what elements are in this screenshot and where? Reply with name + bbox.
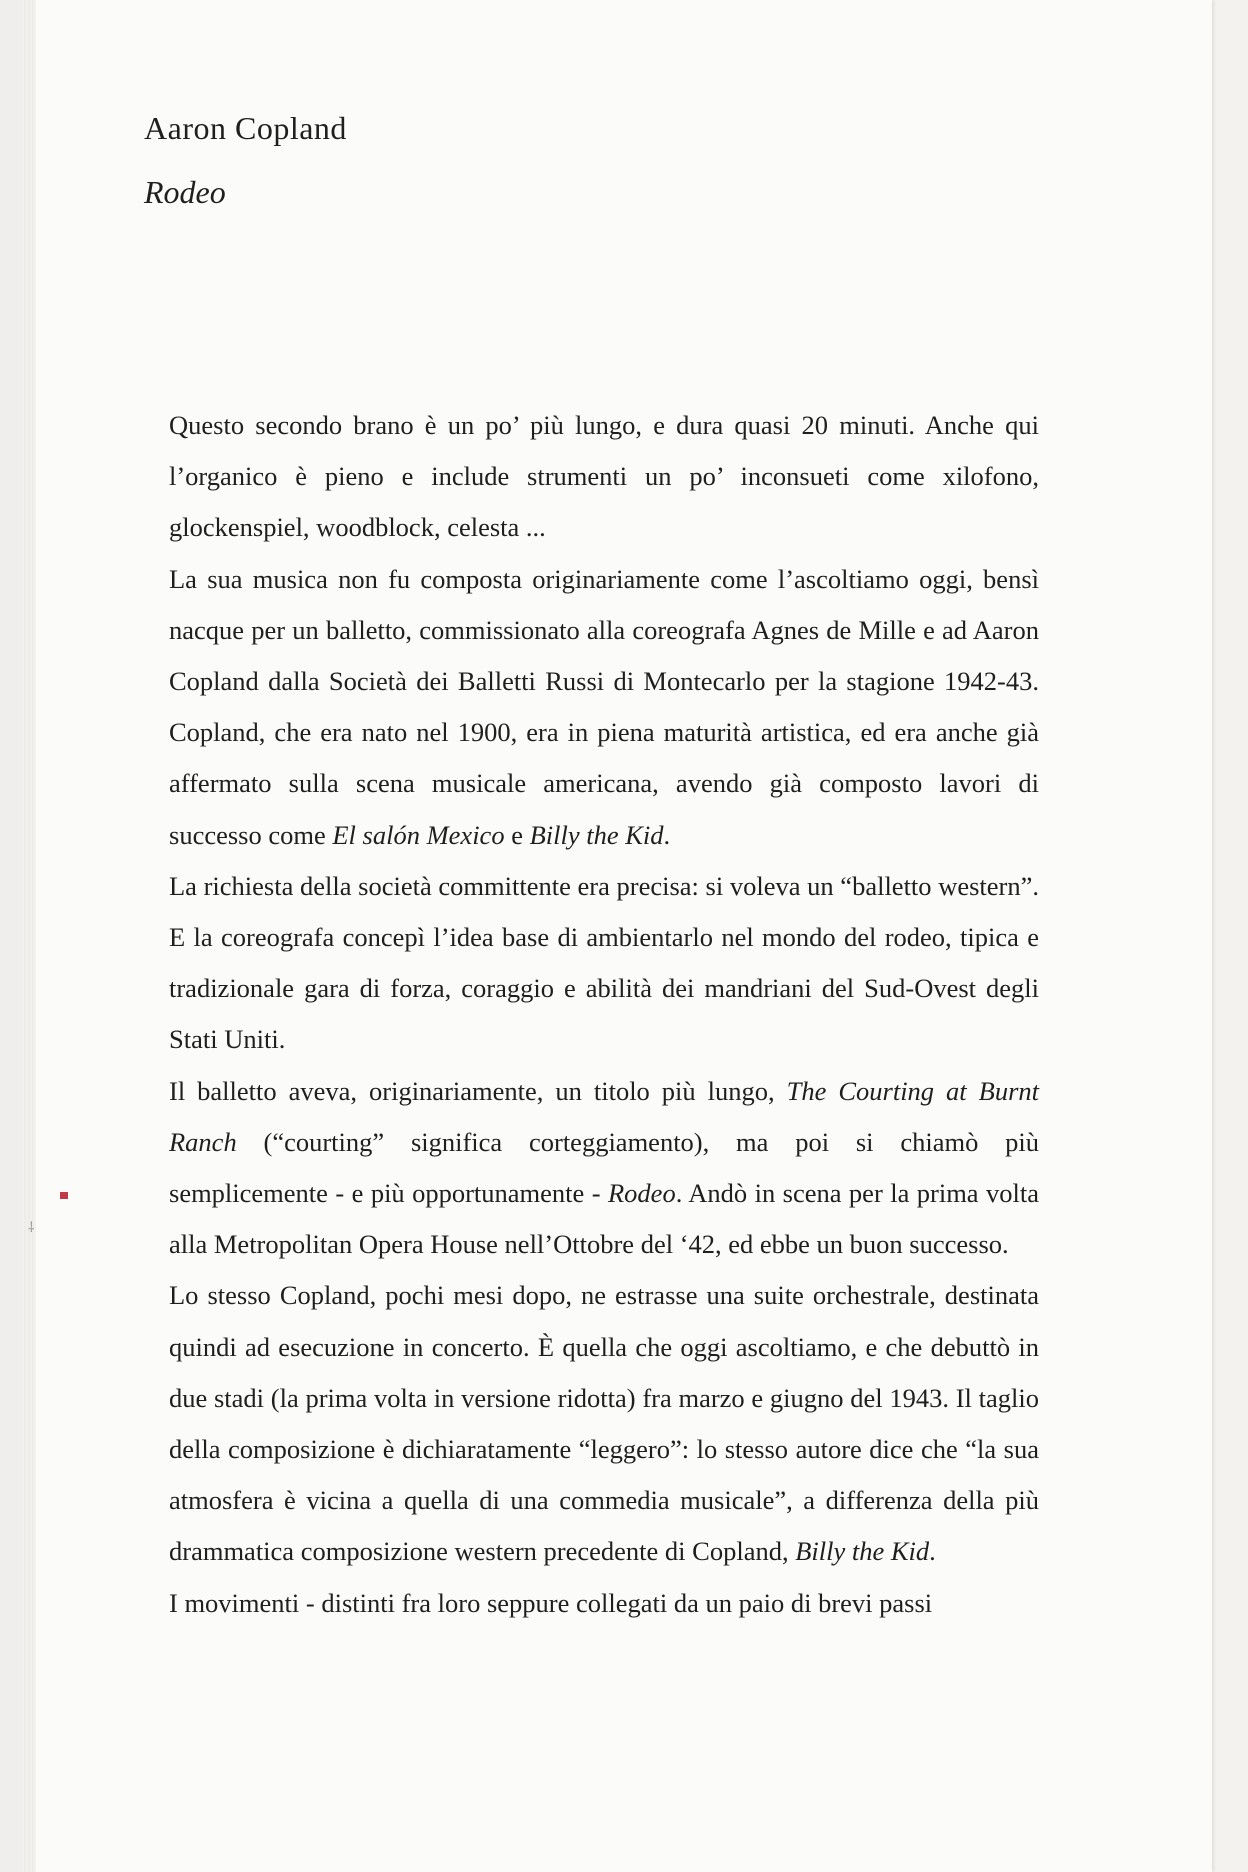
bookmark-tab bbox=[60, 1192, 68, 1199]
right-margin bbox=[1212, 0, 1248, 1872]
paragraph-text: . bbox=[929, 1536, 936, 1567]
body-text bbox=[169, 400, 1039, 1629]
paragraph-6 bbox=[169, 1578, 1039, 1629]
paragraph-text: Questo secondo brano è un po’ più lungo, e dura quasi 20 minuti. Anche qui l’organico è pieno e include strumenti un po’ inconsueti come xilofono, glockenspiel, woodblock, celesta ... bbox=[169, 410, 1039, 543]
work-reference: The Courting at Burnt Ranch bbox=[169, 1075, 1039, 1157]
paragraph-4 bbox=[169, 1066, 1039, 1271]
work-title: Rodeo bbox=[144, 174, 226, 210]
paragraph-5 bbox=[169, 1270, 1039, 1577]
paragraph-text: e bbox=[504, 819, 530, 850]
paragraph-text: La sua musica non fu composta originariamente come l’ascoltiamo oggi, bensì nacque per un balletto, commissionato alla coreografa Agnes de Mille e ad Aaron Copland dalla Società dei Balletti Russi di Montecarlo per la stagione 1942-43. Copland, che era nato nel 1900, era in piena maturità artistica, ed era anche già affermato sulla scena musicale americana, avendo già composto lavori di successo come bbox=[169, 563, 1039, 850]
paragraph-text: La richiesta della società committente era precisa: si voleva un “balletto western”. E la coreografa concepì l’idea base di ambientarlo nel mondo del rodeo, tipica e tradizionale gara di forza, coraggio e abilità dei mandriani del Sud-Ovest degli Stati Uniti. bbox=[169, 870, 1039, 1055]
paragraph-text: Lo stesso Copland, pochi mesi dopo, ne estrasse una suite orchestrale, destinata quindi ad esecuzione in concerto. È quella che oggi ascoltiamo, e che debuttò in due stadi (la prima volta in versione ridotta) fra marzo e giugno del 1943. Il taglio della composizione è dichiaratamente “leggero”: lo stesso autore dice che “la sua atmosfera è vicina a quella di una commedia musicale”, a differenza della più drammatica composizione western precedente di Copland, bbox=[169, 1280, 1039, 1567]
paragraph-1 bbox=[169, 400, 1039, 554]
document-header bbox=[144, 106, 347, 214]
paragraph-text: Il balletto aveva, originariamente, un titolo più lungo, bbox=[169, 1075, 787, 1106]
paragraph-text: I movimenti - distinti fra loro seppure collegati da un paio di brevi passi bbox=[169, 1587, 933, 1618]
paragraph-3 bbox=[169, 861, 1039, 1066]
work-reference: El salón Mexico bbox=[332, 819, 505, 850]
paper-speck: ⸸ bbox=[28, 1221, 35, 1236]
paragraph-text: . Andò in scena per la prima volta alla Metropolitan Opera House nell’Ottobre del ‘42, ed ebbe un buon successo. bbox=[169, 1178, 1039, 1260]
paragraph-text: (“courting” significa corteggiamento), ma poi si chiamò più semplicemente - e più opportunamente - bbox=[169, 1126, 1039, 1209]
work-reference: Rodeo bbox=[608, 1178, 676, 1209]
paragraph-2 bbox=[169, 554, 1039, 861]
work-reference: Billy the Kid bbox=[529, 819, 664, 850]
page-stack-edge bbox=[22, 0, 36, 1872]
document-page bbox=[22, 0, 1212, 1872]
author-name: Aaron Copland bbox=[144, 110, 347, 146]
work-reference: Billy the Kid bbox=[795, 1536, 930, 1567]
paragraph-text: . bbox=[663, 819, 671, 850]
